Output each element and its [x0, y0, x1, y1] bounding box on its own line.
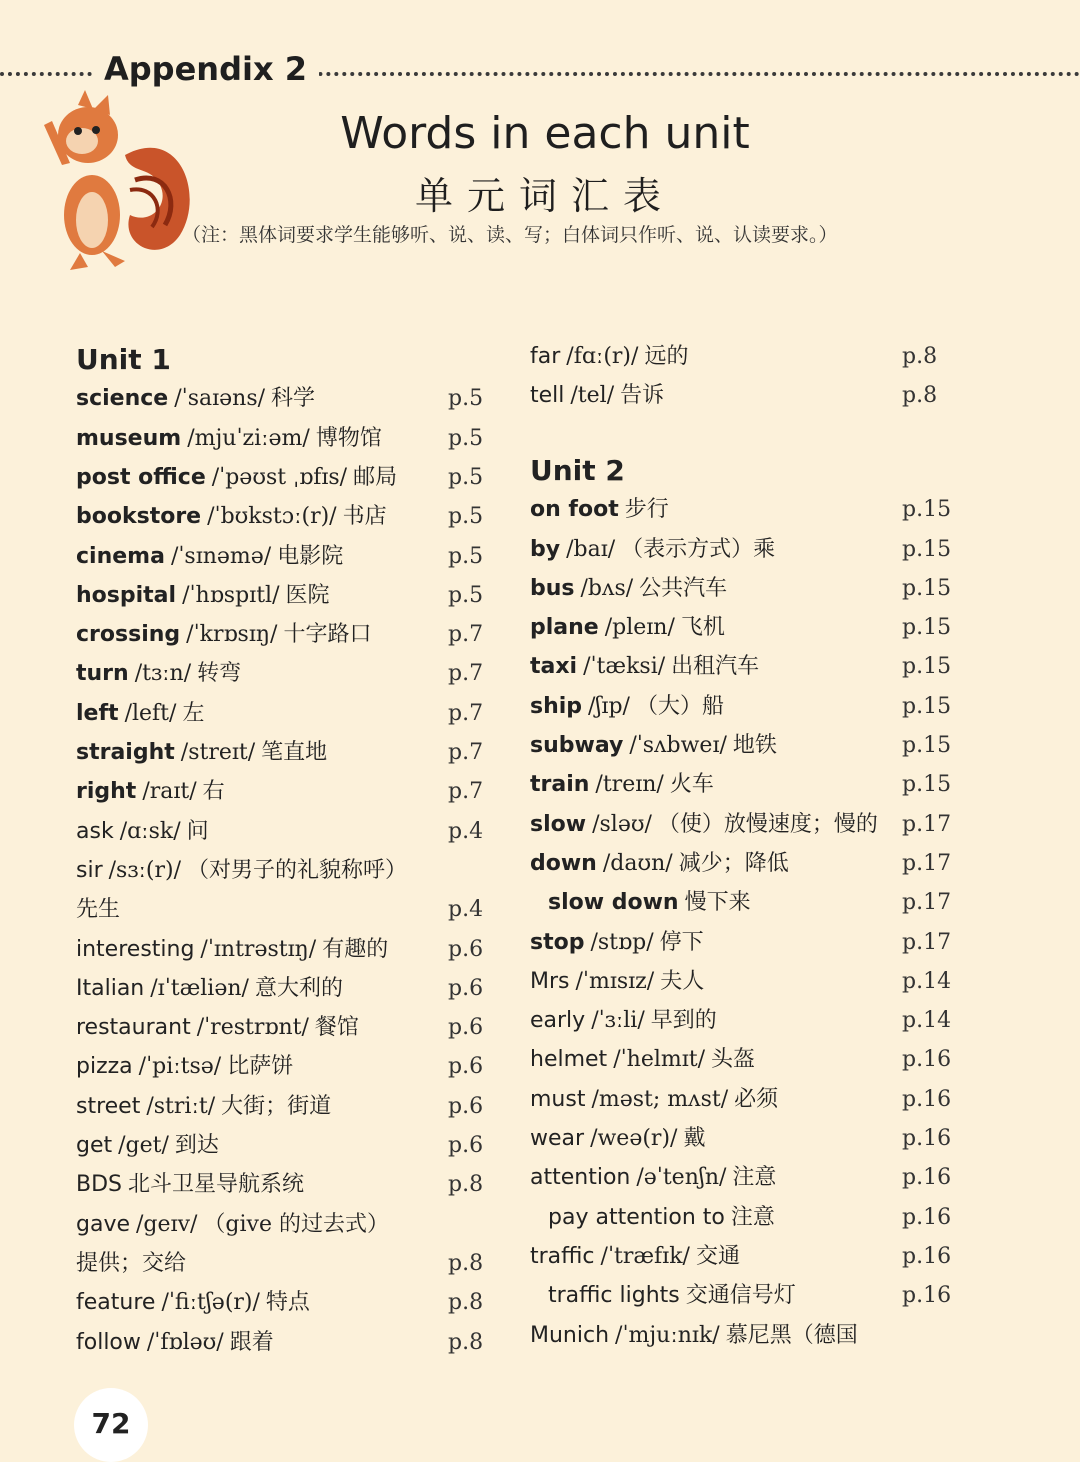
vocab-word: plane	[530, 615, 599, 641]
vocab-page-ref: p.7	[448, 740, 484, 765]
vocab-page-ref: p.14	[902, 968, 952, 994]
vocab-word: street	[76, 1093, 141, 1119]
vocab-phonetic: /ˈfiːtʃə(r)/	[161, 1290, 260, 1316]
vocab-meaning: 早到的	[650, 1008, 717, 1034]
vocab-meaning: 交通信号灯	[685, 1283, 796, 1309]
vocab-entry	[548, 886, 751, 920]
vocab-entry	[530, 533, 775, 567]
vocab-meaning: 餐馆	[314, 1015, 359, 1041]
vocab-entry	[76, 893, 120, 927]
vocab-entry	[530, 611, 725, 645]
vocab-meaning: （give 的过去式）	[203, 1211, 389, 1237]
vocab-phonetic: /ˈsɪnəmə/	[170, 543, 272, 569]
vocab-phonetic: /geɪv/	[136, 1211, 198, 1237]
vocab-meaning: 注意	[730, 1204, 775, 1230]
vocab-meaning: 停下	[659, 929, 704, 955]
vocab-page-ref: p.16	[902, 1086, 952, 1112]
vocab-word: feature	[76, 1290, 156, 1316]
vocab-word: wear	[530, 1126, 585, 1152]
vocab-entry	[530, 379, 664, 413]
vocab-entry	[530, 572, 727, 606]
vocab-entry	[76, 540, 343, 574]
vocab-phonetic: /treɪn/	[595, 772, 664, 798]
vocab-meaning: 戴	[683, 1126, 706, 1152]
vocab-word: traffic lights	[548, 1283, 680, 1309]
vocab-meaning: 特点	[265, 1290, 310, 1316]
vocab-entry	[76, 1011, 359, 1045]
vocab-meaning: 有趣的	[322, 936, 389, 962]
vocab-page-ref: p.15	[902, 733, 952, 759]
vocab-meaning: 提供；交给	[76, 1250, 187, 1276]
vocab-entry	[76, 854, 407, 888]
vocab-word: sir	[76, 857, 103, 883]
appendix-heading: Appendix 2	[92, 50, 319, 88]
vocab-entry	[548, 1279, 796, 1313]
vocab-entry	[530, 926, 704, 960]
vocab-word: straight	[76, 740, 175, 765]
vocab-phonetic: /ˈtræfɪk/	[600, 1243, 690, 1269]
vocab-phonetic: /ˈmjuːnɪk/	[615, 1322, 720, 1348]
vocab-meaning: 博物馆	[315, 425, 382, 451]
vocab-entry	[76, 1129, 219, 1163]
vocab-meaning: 步行	[624, 497, 669, 523]
vocab-page-ref: p.5	[448, 504, 484, 530]
vocab-phonetic: /ˈhɒspɪtl/	[182, 582, 280, 608]
vocab-meaning: 交通	[695, 1243, 740, 1269]
vocab-phonetic: /streɪt/	[180, 740, 256, 765]
vocab-phonetic: /daʊn/	[602, 850, 673, 876]
vocab-entry	[76, 579, 330, 613]
vocab-page-ref: p.6	[448, 936, 484, 962]
vocab-word: must	[530, 1086, 586, 1112]
vocab-entry	[76, 1247, 186, 1281]
vocab-page-ref: p.16	[902, 1243, 952, 1269]
vocab-page-ref: p.8	[448, 1329, 484, 1355]
vocab-word: slow	[530, 811, 587, 837]
vocab-phonetic: /ˈsaɪəns/	[174, 386, 266, 412]
vocab-entry	[548, 1201, 775, 1235]
vocab-meaning: 大街；街道	[221, 1093, 332, 1119]
vocab-phonetic: /ˈɪntrəstɪŋ/	[200, 936, 317, 962]
vocab-word: post office	[76, 464, 206, 490]
vocab-phonetic: /raɪt/	[142, 779, 197, 805]
vocab-phonetic: /striːt/	[146, 1093, 216, 1119]
vocab-phonetic: /stɒp/	[590, 929, 654, 955]
vocab-word: get	[76, 1133, 113, 1158]
vocab-word: left	[76, 700, 119, 726]
vocab-entry	[76, 1208, 389, 1242]
vocab-word: turn	[76, 661, 129, 687]
vocab-phonetic: /baɪ/	[566, 536, 616, 562]
vocab-entry	[76, 618, 371, 652]
vocab-word: subway	[530, 733, 624, 759]
vocab-meaning: 先生	[76, 897, 121, 923]
vocab-entry	[530, 1161, 776, 1195]
vocab-word: bus	[530, 575, 575, 601]
vocab-meaning: 注意	[732, 1165, 777, 1191]
vocab-page-ref: p.17	[902, 811, 952, 837]
vocab-entry	[76, 461, 397, 495]
vocab-word: helmet	[530, 1047, 608, 1073]
vocab-phonetic: /pleɪn/	[604, 615, 675, 641]
vocab-word: tell	[530, 383, 565, 409]
vocab-page-ref: p.16	[902, 1165, 952, 1191]
vocab-entry	[76, 657, 241, 691]
vocab-meaning: （对男子的礼貌称呼）	[187, 857, 408, 883]
vocab-phonetic: /tɜːn/	[134, 661, 192, 687]
vocab-entry	[76, 697, 204, 731]
vocab-word: museum	[76, 425, 182, 451]
vocab-page-ref: p.8	[448, 1250, 484, 1276]
vocab-page-ref: p.16	[902, 1204, 952, 1230]
note-text: （注：黑体词要求学生能够听、说、读、写；白体词只作听、说、认读要求。）	[182, 224, 838, 246]
vocab-meaning: 飞机	[680, 615, 725, 641]
vocab-phonetic: /ˈbʊkstɔː(r)/	[207, 504, 337, 530]
vocab-entry	[76, 775, 225, 809]
unit-heading: Unit 1	[76, 343, 171, 376]
vocab-word: early	[530, 1008, 586, 1034]
vocab-entry	[530, 1043, 755, 1077]
vocab-page-ref: p.5	[448, 425, 484, 451]
vocab-phonetic: /tel/	[570, 383, 615, 409]
vocab-word: Italian	[76, 975, 145, 1001]
vocab-word: gave	[76, 1211, 131, 1237]
vocab-meaning: 转弯	[197, 661, 242, 687]
vocab-page-ref: p.4	[448, 897, 484, 923]
vocab-page-ref: p.8	[902, 344, 938, 369]
vocab-entry	[530, 1240, 740, 1274]
vocab-phonetic: /ˈfɒləʊ/	[146, 1329, 224, 1355]
title-chinese: 单元词汇表	[414, 174, 675, 218]
title-english: Words in each unit	[340, 108, 750, 159]
vocab-word: on foot	[530, 497, 619, 523]
vocab-meaning: 科学	[271, 386, 316, 412]
page-number: 72	[74, 1388, 148, 1462]
vocab-entry	[76, 815, 209, 849]
vocab-page-ref: p.6	[448, 1133, 484, 1158]
vocab-word: far	[530, 344, 561, 369]
vocab-page-ref: p.7	[448, 700, 484, 726]
vocab-page-ref: p.6	[448, 975, 484, 1001]
vocab-meaning: 书店	[342, 504, 387, 530]
vocab-entry	[76, 1286, 310, 1320]
vocab-word: train	[530, 772, 590, 798]
vocab-word: right	[76, 779, 137, 805]
vocab-word: bookstore	[76, 504, 202, 530]
vocab-meaning: 慕尼黑（德国	[725, 1322, 858, 1348]
vocab-meaning: 笔直地	[261, 740, 328, 765]
vocab-phonetic: /ˈrestrɒnt/	[196, 1015, 309, 1041]
vocab-word: ask	[76, 818, 114, 844]
vocab-word: hospital	[76, 582, 177, 608]
vocab-meaning: 出租汽车	[671, 654, 760, 680]
vocab-word: stop	[530, 929, 585, 955]
vocab-word: traffic	[530, 1243, 595, 1269]
vocab-page-ref: p.6	[448, 1093, 484, 1119]
vocab-entry	[530, 1083, 778, 1117]
vocab-entry	[530, 1004, 717, 1038]
vocab-page-ref: p.15	[902, 654, 952, 680]
vocab-page-ref: p.17	[902, 929, 952, 955]
vocab-page-ref: p.15	[902, 693, 952, 719]
vocab-meaning: 夫人	[660, 968, 705, 994]
vocab-meaning: 慢下来	[684, 890, 751, 916]
vocab-meaning: 医院	[285, 582, 330, 608]
vocab-entry	[76, 422, 382, 456]
vocab-entry	[530, 768, 714, 802]
vocab-meaning: 头盔	[711, 1047, 756, 1073]
vocab-phonetic: /ˈpəʊst ˌɒfɪs/	[211, 464, 348, 490]
vocab-meaning: 必须	[734, 1086, 779, 1112]
vocab-phonetic: /məst; mʌst/	[591, 1086, 729, 1112]
vocab-page-ref: p.8	[448, 1172, 484, 1198]
vocab-word: follow	[76, 1329, 141, 1355]
vocab-page-ref: p.16	[902, 1126, 952, 1152]
vocab-page-ref: p.16	[902, 1283, 952, 1309]
vocab-entry	[530, 690, 724, 724]
vocab-page-ref: p.8	[902, 383, 938, 409]
vocab-entry	[76, 972, 343, 1006]
vocab-word: interesting	[76, 936, 195, 962]
vocab-entry	[530, 847, 789, 881]
unit-heading: Unit 2	[530, 453, 625, 487]
vocab-entry	[530, 729, 777, 763]
vocab-phonetic: /left/	[124, 700, 177, 726]
vocab-page-ref: p.15	[902, 497, 952, 523]
vocab-page-ref: p.14	[902, 1008, 952, 1034]
vocab-entry	[530, 965, 704, 999]
vocab-page-ref: p.17	[902, 850, 952, 876]
vocab-page-ref: p.7	[448, 661, 484, 687]
vocab-phonetic: /əˈtenʃn/	[636, 1165, 727, 1191]
vocab-word: slow down	[548, 890, 679, 916]
vocab-phonetic: /ˈkrɒsɪŋ/	[186, 622, 278, 648]
vocab-page-ref: p.5	[448, 386, 484, 412]
vocab-word: down	[530, 850, 597, 876]
vocab-page-ref: p.5	[448, 582, 484, 608]
vocab-phonetic: /ɪˈtæliən/	[150, 975, 249, 1001]
vocab-entry	[76, 382, 315, 416]
vocab-meaning: 问	[186, 818, 209, 844]
vocab-entry	[530, 1122, 705, 1156]
vocab-meaning: 减少；降低	[678, 850, 789, 876]
vocab-page-ref: p.5	[448, 543, 484, 569]
vocab-phonetic: /weə(r)/	[590, 1126, 678, 1152]
vocab-page-ref: p.16	[902, 1047, 952, 1073]
vocab-entry	[76, 1168, 304, 1202]
vocab-meaning: （大）船	[635, 693, 724, 719]
vocab-entry	[76, 736, 327, 770]
vocab-entry	[76, 1326, 274, 1360]
vocab-phonetic: /ˈsʌbweɪ/	[629, 733, 727, 759]
vocab-meaning: 跟着	[229, 1329, 274, 1355]
vocab-phonetic: /ˈɜːli/	[591, 1008, 645, 1034]
vocab-word: crossing	[76, 622, 181, 648]
vocab-phonetic: /mjuˈziːəm/	[187, 425, 310, 451]
vocab-page-ref: p.4	[448, 818, 484, 844]
vocab-meaning: 意大利的	[254, 975, 343, 1001]
vocab-word: by	[530, 536, 561, 562]
vocab-word: attention	[530, 1165, 631, 1191]
vocab-meaning: 告诉	[620, 383, 665, 409]
vocab-page-ref: p.6	[448, 1015, 484, 1041]
vocab-phonetic: /fɑː(r)/	[566, 344, 639, 369]
vocab-entry	[76, 1090, 331, 1124]
vocab-word: taxi	[530, 654, 578, 680]
vocab-meaning: 地铁	[732, 733, 777, 759]
vocab-meaning: （表示方式）乘	[621, 536, 776, 562]
vocab-page-ref: p.15	[902, 536, 952, 562]
vocab-page-ref: p.8	[448, 1290, 484, 1316]
vocab-page-ref: p.15	[902, 575, 952, 601]
vocab-meaning: 电影院	[277, 543, 344, 569]
vocab-word: restaurant	[76, 1015, 191, 1041]
vocab-word: Mrs	[530, 968, 570, 994]
vocab-meaning: 北斗卫星导航系统	[128, 1172, 305, 1198]
vocab-phonetic: /sɜː(r)/	[108, 857, 182, 883]
vocab-page-ref: p.15	[902, 772, 952, 798]
vocab-phonetic: /ˈmɪsɪz/	[575, 968, 655, 994]
vocab-entry	[76, 933, 388, 967]
vocab-meaning: 比萨饼	[227, 1054, 294, 1080]
vocab-word: science	[76, 386, 169, 412]
vocab-meaning: 左	[182, 700, 205, 726]
vocab-entry	[76, 1050, 293, 1084]
vocab-word: pay attention to	[548, 1204, 725, 1230]
vocab-entry	[530, 1319, 858, 1353]
vocab-entry	[530, 808, 878, 842]
vocab-word: pizza	[76, 1054, 133, 1080]
vocab-page-ref: p.6	[448, 1054, 484, 1080]
vocab-phonetic: /ˈhelmɪt/	[613, 1047, 706, 1073]
vocab-meaning: 邮局	[353, 464, 398, 490]
vocab-entry	[530, 650, 759, 684]
squirrel-icon	[30, 85, 200, 270]
vocab-page-ref: p.7	[448, 779, 484, 805]
vocab-word: ship	[530, 693, 583, 719]
vocab-phonetic: /ʃɪp/	[588, 693, 630, 719]
vocab-phonetic: /ɑːsk/	[119, 818, 181, 844]
vocab-phonetic: /bʌs/	[580, 575, 634, 601]
vocab-entry	[76, 500, 387, 534]
vocab-meaning: 火车	[669, 772, 714, 798]
vocab-entry	[530, 340, 688, 374]
vocab-page-ref: p.5	[448, 464, 484, 490]
vocab-meaning: 远的	[644, 344, 689, 369]
vocab-page-ref: p.17	[902, 890, 952, 916]
vocab-phonetic: /get/	[118, 1133, 169, 1158]
vocab-word: cinema	[76, 543, 165, 569]
vocab-entry	[530, 493, 669, 527]
vocab-phonetic: /ˈtæksi/	[583, 654, 666, 680]
vocab-meaning: 右	[202, 779, 225, 805]
vocab-phonetic: /sləʊ/	[592, 811, 652, 837]
vocab-meaning: （使）放慢速度；慢的	[657, 811, 878, 837]
vocab-word: Munich	[530, 1322, 610, 1348]
vocab-page-ref: p.15	[902, 615, 952, 641]
vocab-meaning: 十字路口	[283, 622, 372, 648]
vocab-meaning: 公共汽车	[639, 575, 728, 601]
vocab-phonetic: /ˈpiːtsə/	[138, 1054, 222, 1080]
vocab-word: BDS	[76, 1172, 122, 1198]
vocab-page-ref: p.7	[448, 622, 484, 648]
vocab-meaning: 到达	[174, 1133, 219, 1158]
